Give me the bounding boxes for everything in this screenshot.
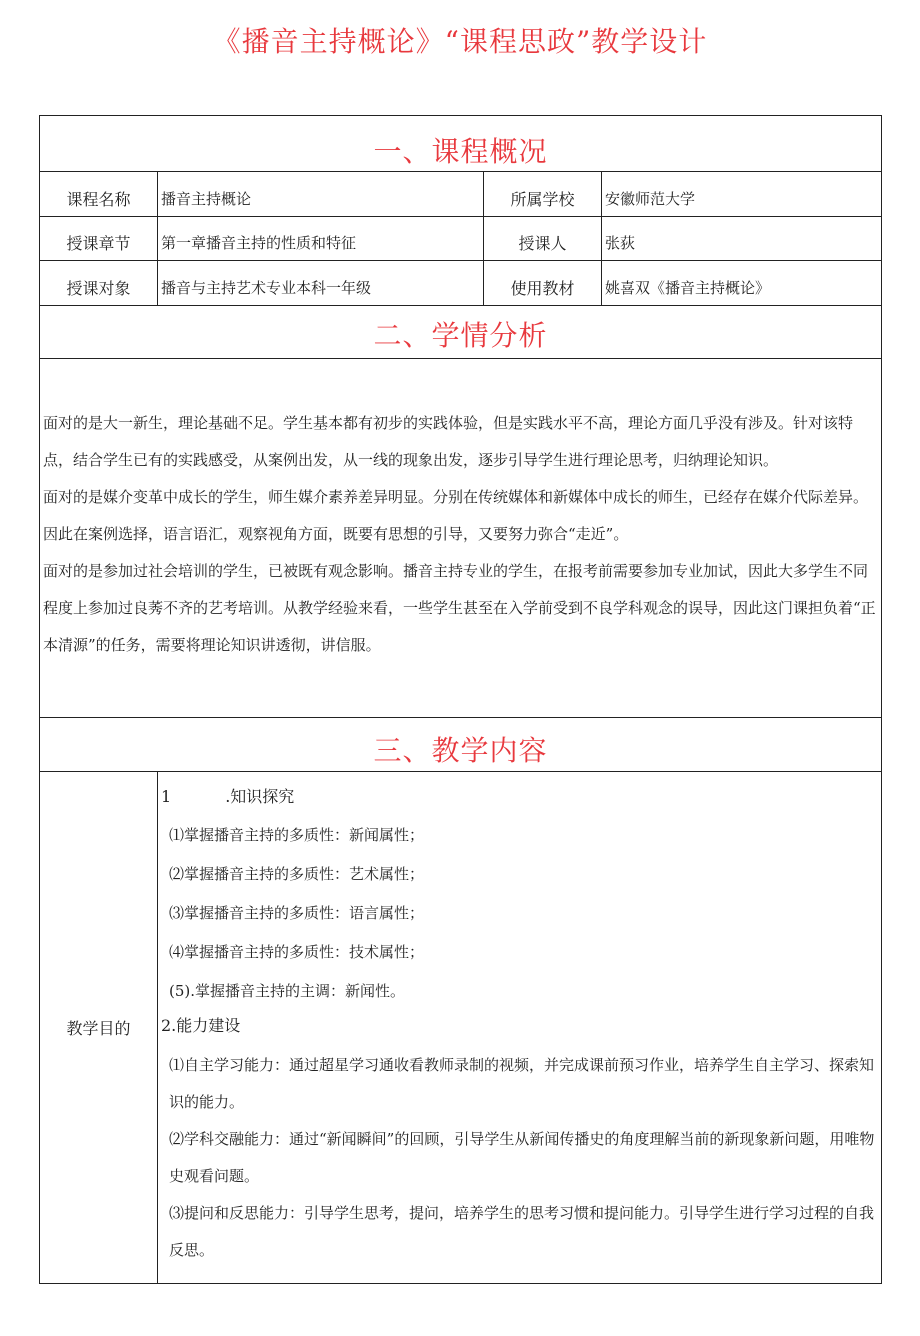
analysis-row — [40, 359, 882, 718]
course-design-table — [39, 115, 882, 1284]
teaching-goal-content — [158, 772, 882, 1284]
section2-heading: 二、学情分析 — [40, 306, 882, 359]
teaching-goal-label: 教学目的 — [40, 772, 158, 1284]
info-row-chapter — [40, 217, 882, 261]
info-row-audience — [40, 261, 882, 306]
analysis-paragraph-1: 面对的是大一新生，理论基础不足。学生基本都有初步的实践体验，但是实践水平不高，理论方面几乎没有涉及。针对该特点，结合学生已有的实践感受，从案例出发，从一线的现象出发，逐步引导学生进行理论思考，归纳理论知识。 — [43, 414, 854, 469]
course-name-value: 播音主持概论 — [158, 172, 484, 217]
textbook-label: 使用教材 — [484, 261, 602, 306]
section1-heading: 一、课程概况 — [40, 116, 882, 172]
school-label: 所属学校 — [484, 172, 602, 217]
knowledge-title: .知识探究 — [225, 787, 295, 806]
school-value: 安徽师范大学 — [602, 172, 882, 217]
knowledge-item-2: ⑵掌握播音主持的多质性：艺术属性； — [169, 865, 425, 883]
knowledge-item-4: ⑷掌握播音主持的多质性：技术属性； — [169, 943, 425, 961]
ability-heading: 2.能力建设 — [161, 1016, 241, 1035]
document-title: 《播音主持概论》“课程思政”教学设计 — [212, 25, 708, 58]
info-row-course — [40, 172, 882, 217]
chapter-value: 第一章播音主持的性质和特征 — [158, 217, 484, 261]
section2-header-row — [40, 306, 882, 359]
teaching-goal-row — [40, 772, 882, 1284]
analysis-content — [40, 359, 882, 718]
textbook-value: 姚喜双《播音主持概论》 — [602, 261, 882, 306]
knowledge-item-5: (5).掌握播音主持的主调：新闻性。 — [169, 982, 406, 1000]
analysis-paragraph-3: 面对的是参加过社会培训的学生，已被既有观念影响。播音主持专业的学生，在报考前需要参加专业加试，因此大多学生不同程度上参加过良莠不齐的艺考培训。从教学经验来看，一些学生甚至在入学前受到不良学科观念的误导，因此这门课担负着“正本清源”的任务，需要将理论知识讲透彻，讲信服。 — [43, 562, 876, 654]
teacher-label: 授课人 — [484, 217, 602, 261]
ability-item-1: ⑴自主学习能力：通过超星学习通收看教师录制的视频，并完成课前预习作业，培养学生自主学习、探索知识的能力。 — [169, 1056, 875, 1111]
section3-header-row — [40, 718, 882, 772]
knowledge-number: 1 — [161, 787, 172, 806]
knowledge-item-1: ⑴掌握播音主持的多质性：新闻属性； — [169, 826, 425, 844]
ability-item-2: ⑵学科交融能力：通过“新闻瞬间”的回顾，引导学生从新闻传播史的角度理解当前的新现象新问题，用唯物史观看问题。 — [169, 1130, 875, 1185]
chapter-label: 授课章节 — [40, 217, 158, 261]
section1-header-row — [40, 116, 882, 172]
analysis-paragraph-2: 面对的是媒介变革中成长的学生，师生媒介素养差异明显。分别在传统媒体和新媒体中成长的师生，已经存在媒介代际差异。因此在案例选择，语言语汇，观察视角方面，既要有思想的引导，又要努力弥合“走近”。 — [43, 488, 869, 543]
ability-item-3: ⑶提问和反思能力：引导学生思考，提问，培养学生的思考习惯和提问能力。引导学生进行学习过程的自我反思。 — [169, 1204, 875, 1259]
audience-value: 播音与主持艺术专业本科一年级 — [158, 261, 484, 306]
teacher-value: 张荻 — [602, 217, 882, 261]
knowledge-heading — [161, 786, 877, 808]
section3-heading: 三、教学内容 — [40, 718, 882, 772]
audience-label: 授课对象 — [40, 261, 158, 306]
knowledge-item-3: ⑶掌握播音主持的多质性：语言属性； — [169, 904, 425, 922]
course-name-label: 课程名称 — [40, 172, 158, 217]
